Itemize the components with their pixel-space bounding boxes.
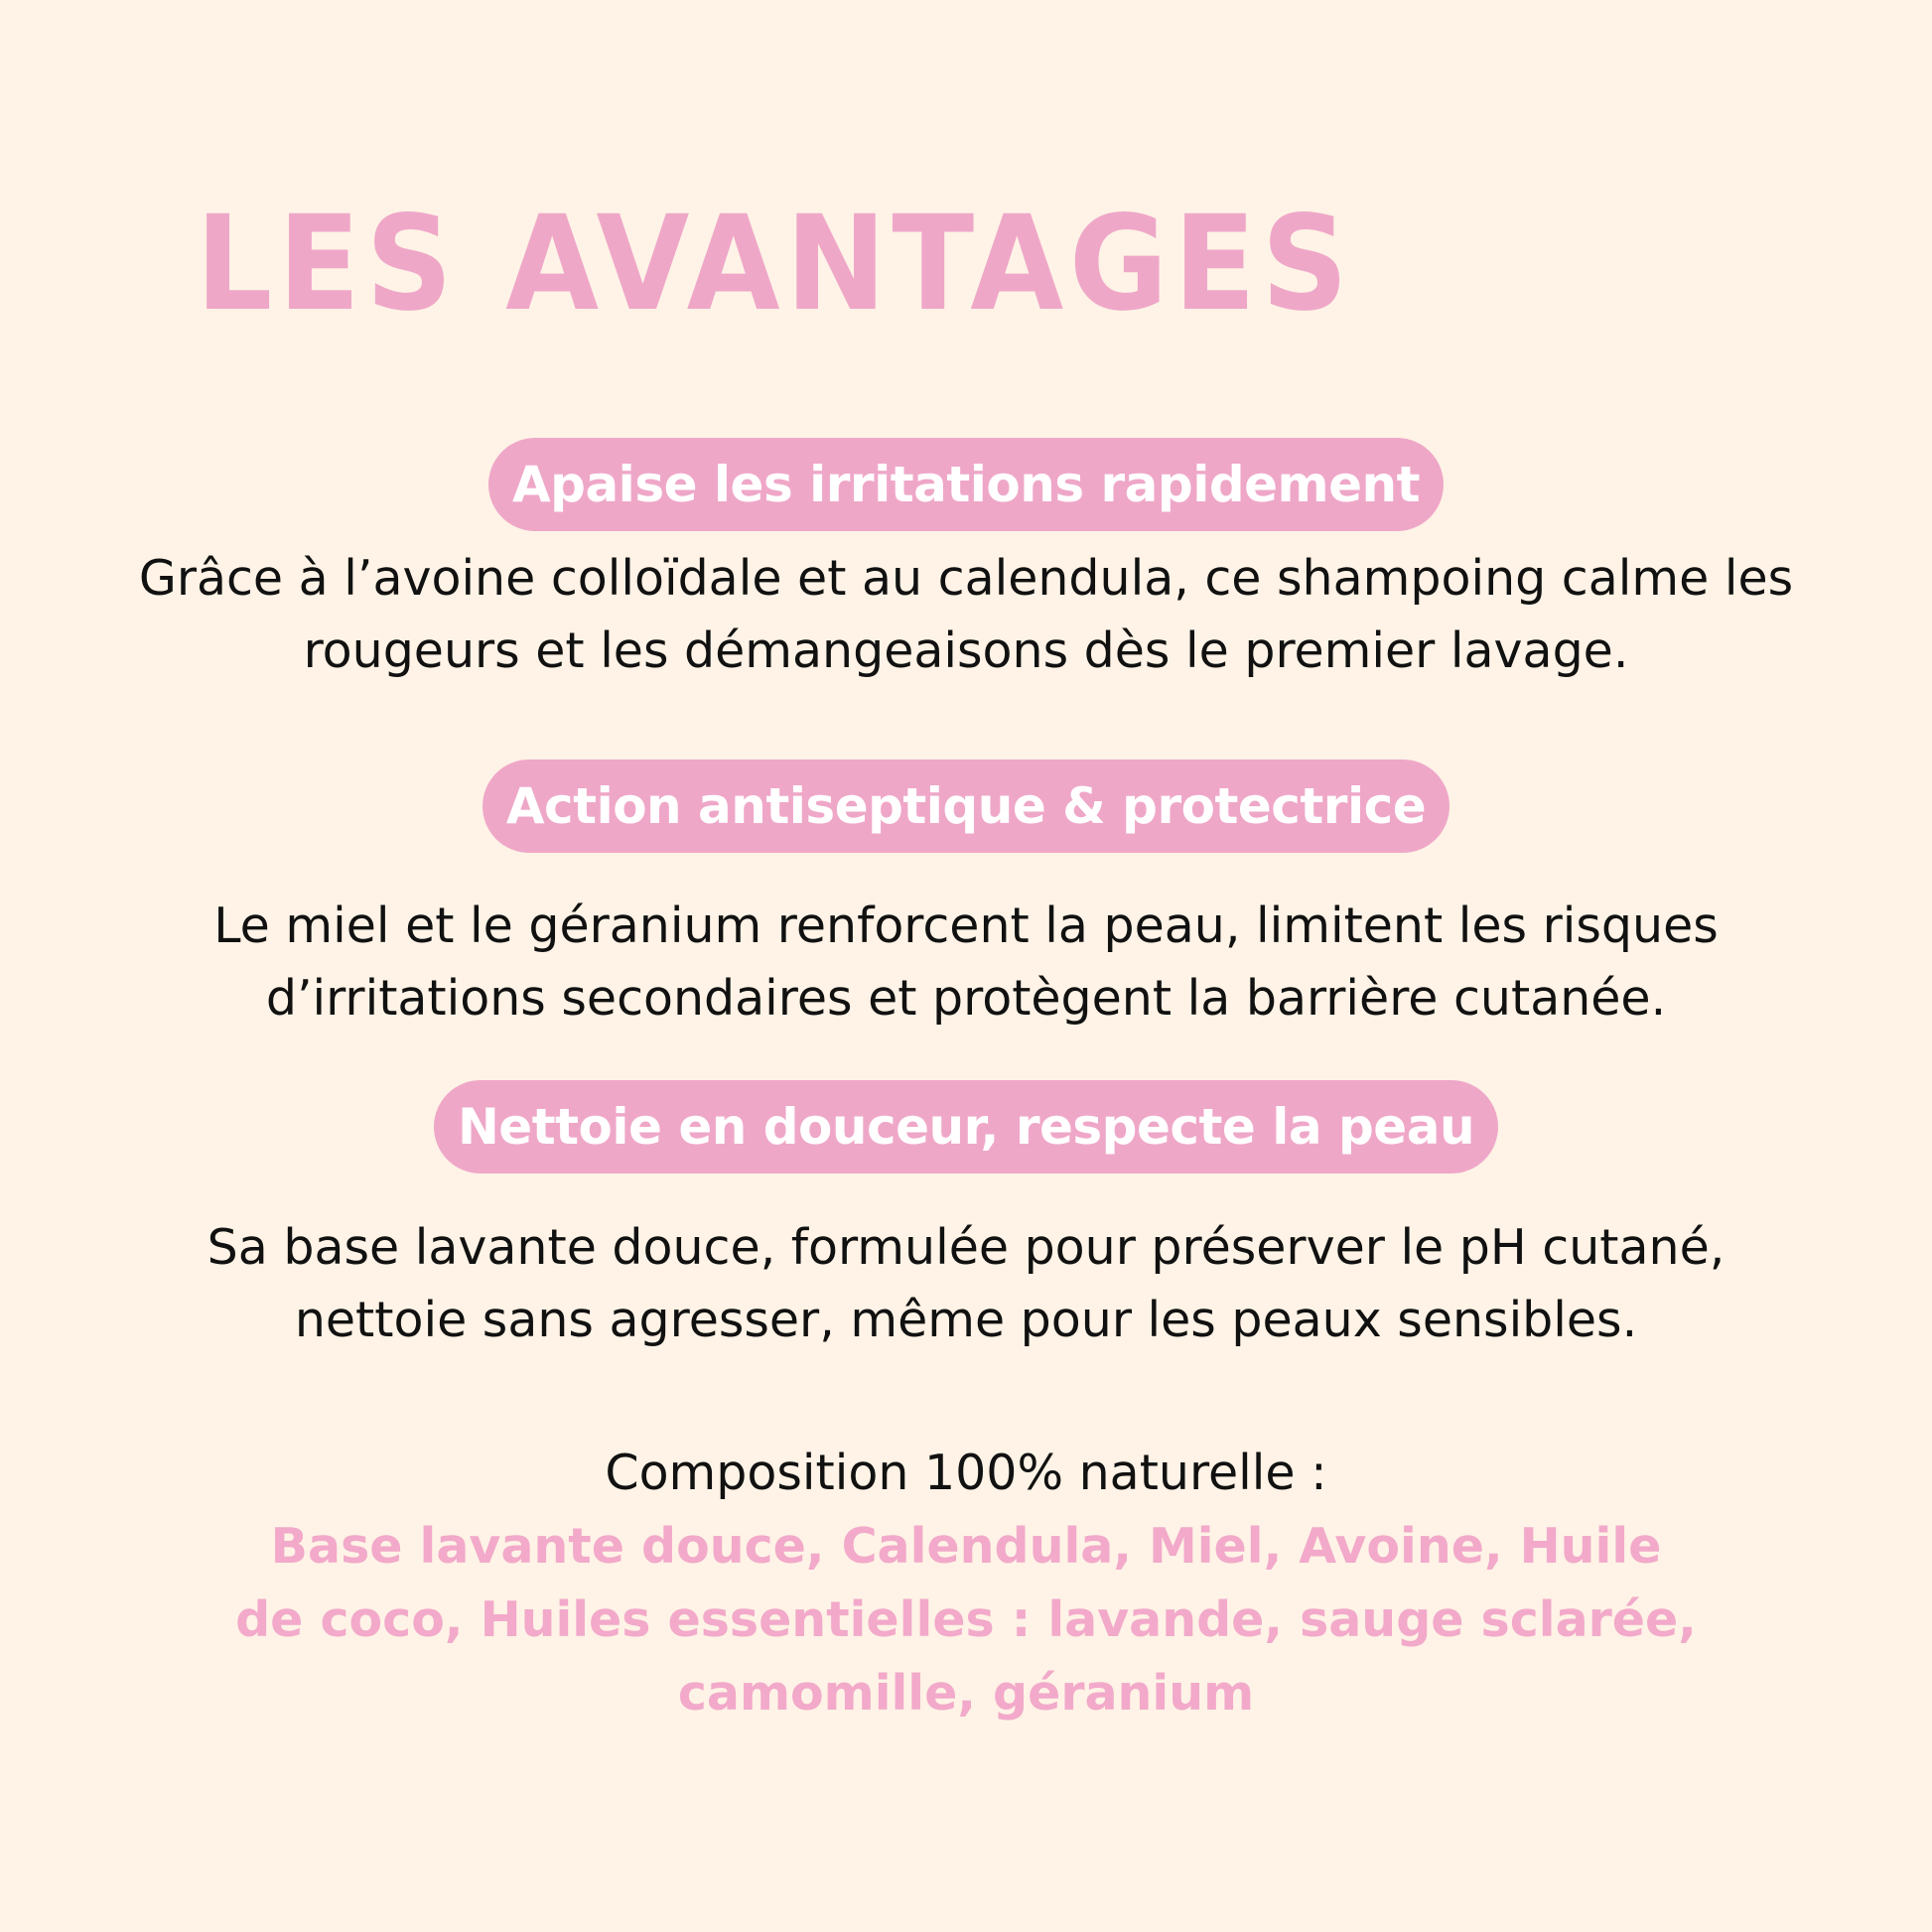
benefit-heading-1: Apaise les irritations rapidement [488, 438, 1444, 531]
benefit-heading-pill [0, 759, 1932, 853]
benefit-heading-pill [0, 438, 1932, 531]
composition-label: Composition 100% naturelle : [605, 1445, 1327, 1501]
ingredients-list: Base lavante douce, Calendula, Miel, Avoine, Huile de coco, Huiles essentielles : lavande, sauge sclarée, camomille, géranium [235, 1518, 1697, 1722]
benefit-description-2: Le miel et le géranium renforcent la peau, limitent les risques d’irritations secondaires et protègent la barrière cutanée. [213, 897, 1719, 1027]
benefit-description-3: Sa base lavante douce, formulée pour préserver le pH cutané, nettoie sans agresser, même pour les peaux sensibles. [207, 1219, 1725, 1348]
page-title: LES AVANTAGES [196, 188, 1354, 341]
benefit-heading-2: Action antiseptique & protectrice [483, 759, 1449, 853]
benefit-heading-3: Nettoie en douceur, respecte la peau [434, 1080, 1498, 1173]
benefit-heading-pill [0, 1080, 1932, 1173]
benefit-description-1: Grâce à l’avoine colloïdale et au calendula, ce shampoing calme les rougeurs et les démangeaisons dès le premier lavage. [138, 550, 1794, 679]
